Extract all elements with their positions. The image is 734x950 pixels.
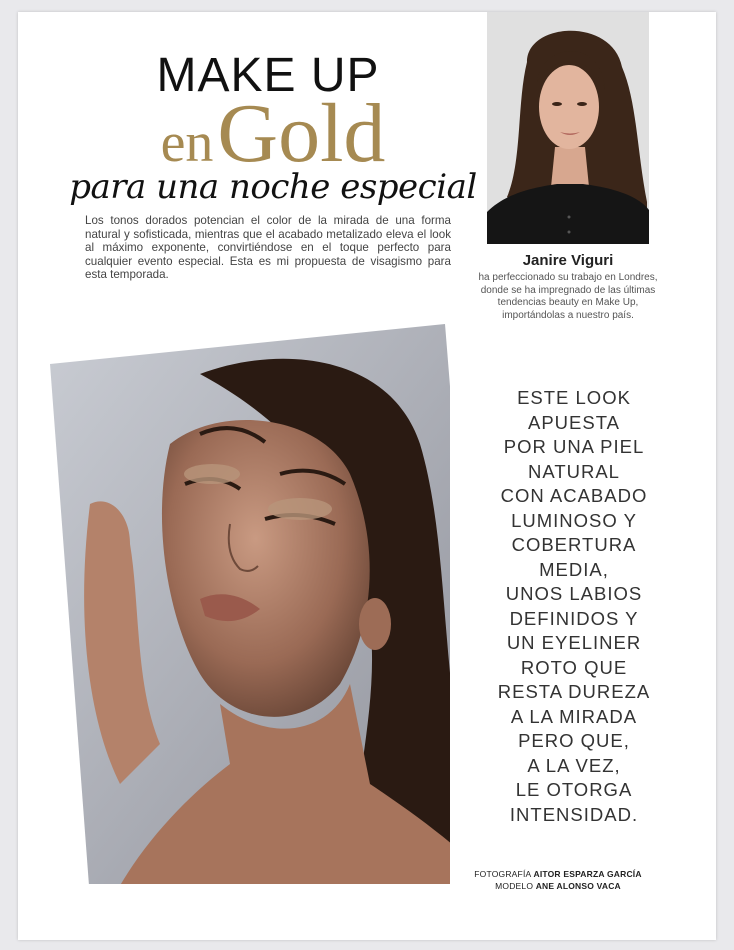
title-en-gold: [108, 87, 438, 180]
title-en: en: [160, 112, 214, 174]
author-portrait-image: [487, 12, 649, 244]
credit-photo-name: AITOR ESPARZA GARCÍA: [533, 869, 642, 879]
author-name: Janire Viguri: [522, 252, 614, 269]
main-photo-image: [50, 324, 450, 884]
credit-model-name: ANE ALONSO VACA: [535, 881, 621, 891]
title-gold: Gold: [217, 87, 386, 180]
author-block: [473, 252, 663, 322]
intro-paragraph: Los tonos dorados potencian el color de la mirada de una forma natural y sofisticada, mientras que el acabado metalizado eleva el look al máximo exponente, convirtiéndose en el toque perfecto para cualquier evento especial. Esta es mi propuesta de visagismo para esta temporada.: [85, 214, 451, 282]
title-make-up: MAKE UP: [156, 49, 380, 102]
photo-credits: [458, 868, 658, 892]
magazine-page: [18, 12, 716, 940]
pull-quote: ESTE LOOK APUESTA POR UNA PIEL NATURAL CON ACABADO LUMINOSO Y COBERTURA MEDIA, UNOS LABIOS DEFINIDOS Y UN EYELINER ROTO QUE RESTA DUREZA A LA MIRADA PERO QUE, A LA VEZ, LE OTORGA INTENSIDAD.: [497, 387, 651, 825]
title-subtitle: para una noche especial: [69, 167, 477, 207]
author-bio: ha perfeccionado su trabajo en Londres, donde se ha impregnado de las últimas tendencias beauty en Make Up, importándolas a nuestro país.: [478, 272, 658, 321]
credit-model: [458, 880, 658, 892]
credit-photo-label: FOTOGRAFÍA: [474, 869, 531, 879]
main-photo: [50, 324, 450, 884]
credit-model-label: MODELO: [495, 881, 534, 891]
author-portrait: [487, 12, 649, 244]
credit-photographer: [458, 868, 658, 880]
